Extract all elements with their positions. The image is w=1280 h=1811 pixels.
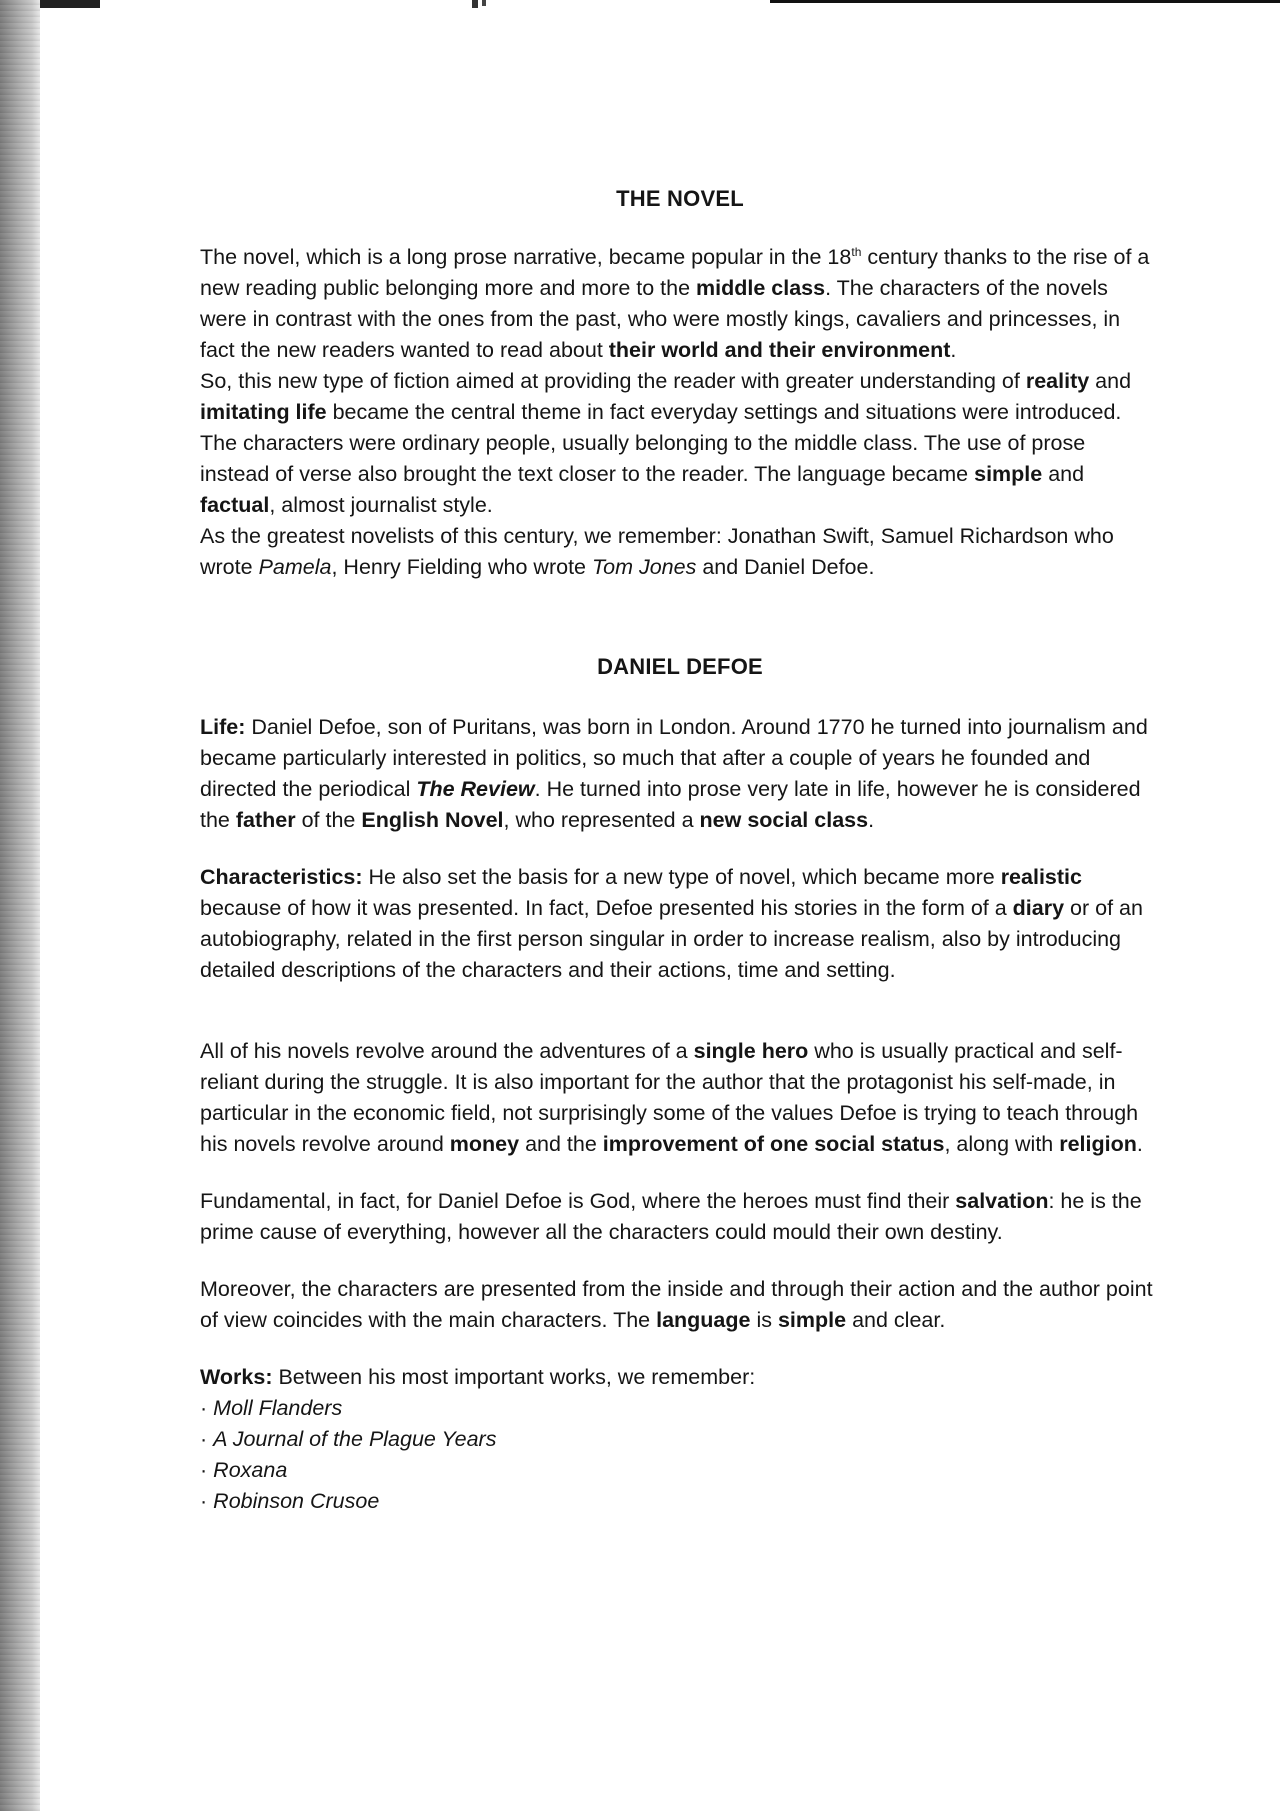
god-paragraph: Fundamental, in fact, for Daniel Defoe is God, where the heroes must find their salvation: he is the prime cause of everything, however all the characters could mould their own destiny. <box>200 1189 1142 1244</box>
moreover-paragraph: Moreover, the characters are presented from the inside and through their action and the author point of view coincides with the main characters. The language is simple and clear. <box>200 1277 1153 1332</box>
works-intro: Works: Between his most important works, we remember: <box>200 1365 756 1389</box>
scan-mark <box>472 0 478 8</box>
section-defoe <box>200 712 1160 1517</box>
characteristics-paragraph: Characteristics: He also set the basis for a new type of novel, which became more realistic because of how it was presented. In fact, Defoe presented his stories in the form of a diary or of an autobiography, related in the first person singular in order to increase realism, also by introducing detailed descriptions of the characters and their actions, time and setting. <box>200 865 1143 982</box>
list-item: · A Journal of the Plague Years <box>200 1427 497 1451</box>
title-the-novel: THE NOVEL <box>616 186 744 211</box>
title-daniel-defoe: DANIEL DEFOE <box>597 654 763 679</box>
section-novel <box>200 242 1160 583</box>
scan-mark <box>482 0 486 6</box>
hero-paragraph: All of his novels revolve around the adventures of a single hero who is usually practical and self-reliant during the struggle. It is also important for the author that the protagonist his self-made, in particular in the economic field, not surprisingly some of the values Defoe is trying to teach through his novels revolve around money and the improvement of one social status, along with religion. <box>200 1039 1143 1156</box>
list-item: · Roxana <box>200 1458 288 1482</box>
novel-paragraph-3: As the greatest novelists of this century, we remember: Jonathan Swift, Samuel Richardson who wrote Pamela, Henry Fielding who wrote Tom Jones and Daniel Defoe. <box>200 524 1114 579</box>
life-paragraph: Life: Daniel Defoe, son of Puritans, was born in London. Around 1770 he turned into journalism and became particularly interested in politics, so much that after a couple of years he founded and directed the periodical The Review. He turned into prose very late in life, however he is considered the father of the English Novel, who represented a new social class. <box>200 715 1148 832</box>
works-list <box>200 1393 1160 1517</box>
list-item: · Moll Flanders <box>200 1396 343 1420</box>
scan-edge <box>0 0 40 1811</box>
novel-paragraph-1: The novel, which is a long prose narrative, became popular in the 18th century thanks to the rise of a new reading public belonging more and more to the middle class. The characters of the novels were in contrast with the ones from the past, who were mostly kings, cavaliers and princesses, in fact the new readers wanted to read about their world and their environment. <box>200 244 1150 362</box>
novel-paragraph-2: So, this new type of fiction aimed at providing the reader with greater understanding of reality and imitating life became the central theme in fact everyday settings and situations were introduced. The characters were ordinary people, usually belonging to the middle class. The use of prose instead of verse also brought the text closer to the reader. The language became simple and factual, almost journalist style. <box>200 369 1132 517</box>
list-item: · Robinson Crusoe <box>200 1489 380 1513</box>
scan-top-line <box>770 0 1280 3</box>
scan-mark <box>40 0 100 8</box>
